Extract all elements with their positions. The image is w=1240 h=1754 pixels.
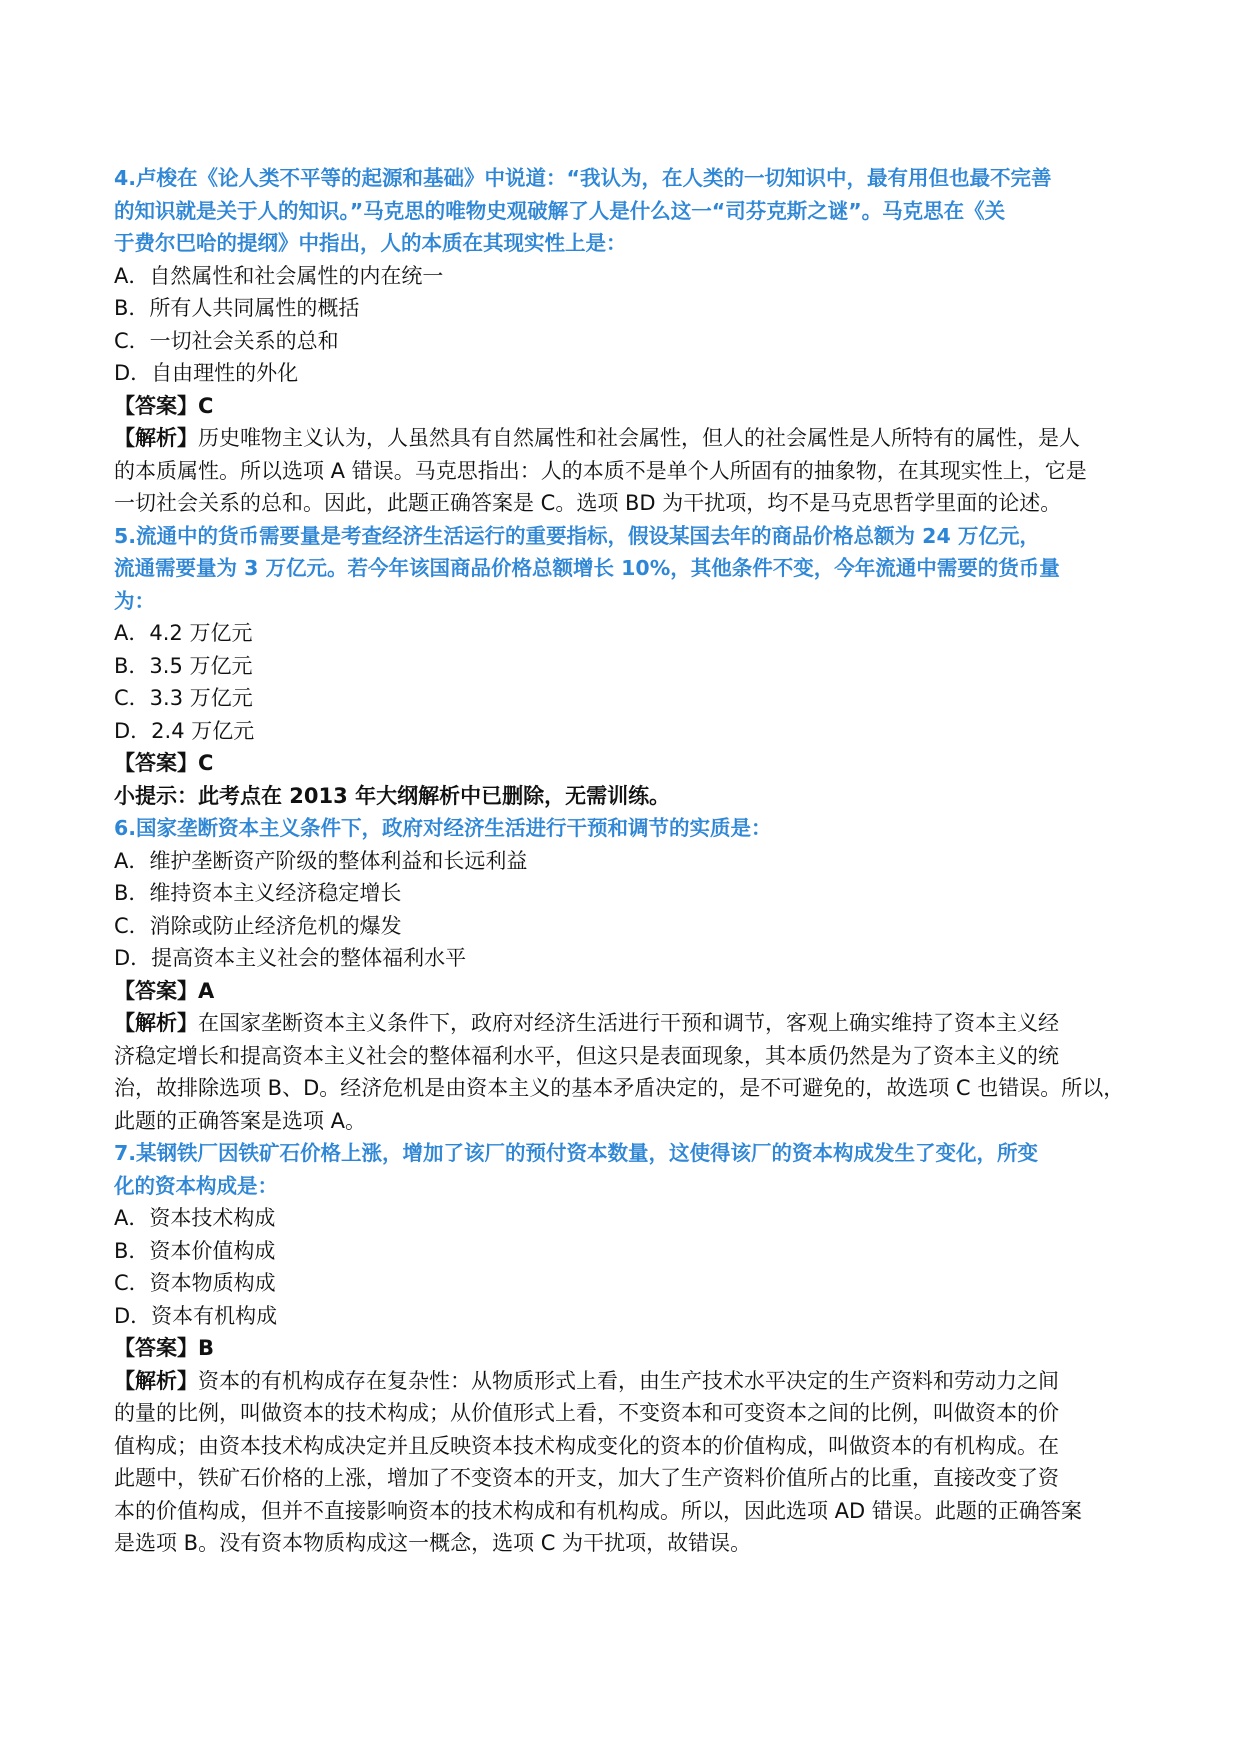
question-5 (114, 520, 1134, 813)
question-stem-line: 5.流通中的货币需要量是考查经济生活运行的重要指标，假设某国去年的商品价格总额为 24 万亿元， (114, 523, 1040, 548)
analysis-text: 历史唯物主义认为，人虽然具有自然属性和社会属性，但人的社会属性是人所特有的属性，是人 (198, 426, 1080, 450)
analysis-text: 资本的有机构成存在复杂性：从物质形式上看，由生产技术水平决定的生产资料和劳动力之间 (198, 1368, 1059, 1393)
document-page (114, 162, 1134, 1560)
analysis-tag: 【解析】 (114, 1011, 198, 1035)
option-a: A．维护垄断资产阶级的整体利益和长远利益 (114, 848, 528, 873)
option-a: A．自然属性和社会属性的内在统一 (114, 263, 444, 288)
answer-label: 【答案】B (114, 1336, 215, 1360)
analysis-line: 是选项 B。没有资本物质构成这一概念，选项 C 为干扰项，故错误。 (114, 1531, 752, 1555)
question-stem-line: 7.某钢铁厂因铁矿石价格上涨，增加了该厂的预付资本数量，这使得该厂的资本构成发生了变化，所变 (114, 1141, 1039, 1165)
analysis-line (114, 422, 1134, 455)
tip-note: 小提示：此考点在 2013 年大纲解析中已删除，无需训练。 (114, 783, 671, 808)
option-a: A．4.2 万亿元 (114, 621, 253, 645)
answer-label: 【答案】C (114, 751, 214, 775)
option-b: B．维持资本主义经济稳定增长 (114, 881, 402, 905)
question-4 (114, 162, 1134, 520)
option-d: D．自由理性的外化 (114, 361, 299, 385)
analysis-line: 一切社会关系的总和。因此，此题正确答案是 C。选项 BD 为干扰项，均不是马克思哲学里面的论述。 (114, 491, 1062, 515)
question-stem-line: 4.卢梭在《论人类不平等的起源和基础》中说道：“我认为，在人类的一切知识中，最有用但也最不完善 (114, 166, 1052, 190)
answer-label: 【答案】C (114, 393, 214, 418)
analysis-line: 此题中，铁矿石价格的上涨，增加了不变资本的开支，加大了生产资料价值所占的比重，直接改变了资 (114, 1466, 1059, 1490)
analysis-line: 治，故排除选项 B、D。经济危机是由资本主义的基本矛盾决定的，是不可避免的，故选项 C 也错误。所以， (114, 1076, 1125, 1100)
question-stem-line: 化的资本构成是： (114, 1173, 278, 1198)
option-c: C．资本物质构成 (114, 1271, 276, 1295)
option-b: B．资本价值构成 (114, 1238, 276, 1263)
option-c: C．3.3 万亿元 (114, 686, 253, 710)
analysis-line: 此题的正确答案是选项 A。 (114, 1108, 367, 1133)
analysis-text: 在国家垄断资本主义条件下，政府对经济生活进行干预和调节，客观上确实维持了资本主义经 (198, 1011, 1059, 1035)
analysis-line: 值构成；由资本技术构成决定并且反映资本技术构成变化的资本的价值构成，叫做资本的有机构成。在 (114, 1433, 1059, 1458)
option-d: D．2.4 万亿元 (114, 718, 255, 743)
analysis-line: 的本质属性。所以选项 A 错误。马克思指出：人的本质不是单个人所固有的抽象物，在其现实性上，它是 (114, 458, 1087, 483)
question-7 (114, 1137, 1134, 1560)
option-c: C．一切社会关系的总和 (114, 328, 339, 353)
option-c: C．消除或防止经济危机的爆发 (114, 913, 402, 938)
analysis-line: 济稳定增长和提高资本主义社会的整体福利水平，但这只是表面现象，其本质仍然是为了资本主义的统 (114, 1043, 1059, 1068)
analysis-tag: 【解析】 (114, 426, 198, 450)
answer-label: 【答案】A (114, 978, 215, 1003)
analysis-line (114, 1365, 1134, 1398)
option-b: B．所有人共同属性的概括 (114, 296, 360, 320)
option-b: B．3.5 万亿元 (114, 653, 253, 678)
option-d: D．提高资本主义社会的整体福利水平 (114, 946, 467, 970)
question-stem-line: 流通需要量为 3 万亿元。若今年该国商品价格总额增长 10%，其他条件不变，今年流通中需要的货币量 (114, 556, 1060, 580)
analysis-line: 本的价值构成，但并不直接影响资本的技术构成和有机构成。所以，因此选项 AD 错误。此题的正确答案 (114, 1498, 1082, 1523)
question-stem-line: 于费尔巴哈的提纲》中指出，人的本质在其现实性上是： (114, 231, 627, 255)
question-stem-line: 为： (114, 588, 155, 613)
analysis-line: 的量的比例，叫做资本的技术构成；从价值形式上看，不变资本和可变资本之间的比例，叫做资本的价 (114, 1401, 1059, 1425)
option-a: A．资本技术构成 (114, 1206, 276, 1230)
question-stem-line: 的知识就是关于人的知识。”马克思的唯物史观破解了人是什么这一“司芬克斯之谜”。马克思在《关 (114, 198, 1006, 223)
analysis-tag: 【解析】 (114, 1368, 198, 1393)
question-stem-line: 6.国家垄断资本主义条件下，政府对经济生活进行干预和调节的实质是： (114, 816, 772, 840)
question-6 (114, 812, 1134, 1137)
analysis-line (114, 1007, 1134, 1040)
option-d: D．资本有机构成 (114, 1303, 278, 1328)
